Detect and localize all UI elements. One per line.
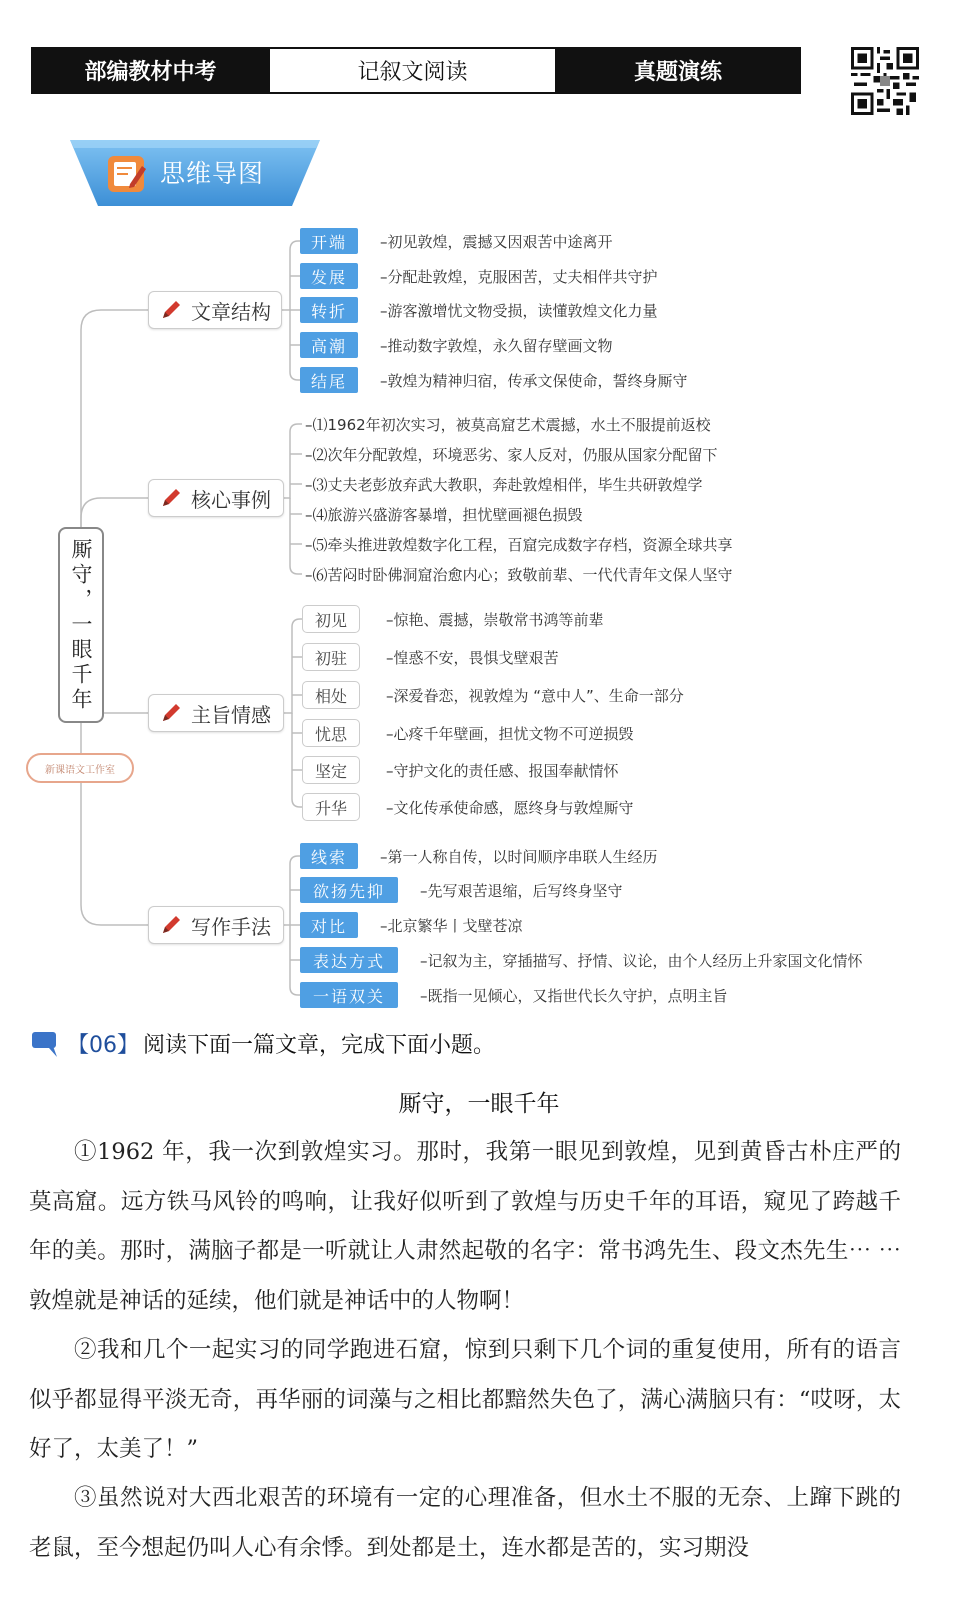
- structure-leaf: –敦煌为精神归宿，传承文保使命，誓终身厮守: [380, 372, 688, 390]
- branch-label: 文章结构: [191, 299, 271, 324]
- question-heading: [31, 1028, 495, 1059]
- article-paragraph: ②我和几个一起实习的同学跑进石窟，惊到只剩下几个词的重复使用，所有的语言似乎都显得平淡无奇，再华丽的词藻与之相比都黯然失色了，满心满脑只有：“哎呀，太好了，太美了！”: [29, 1337, 901, 1462]
- mindmap-root: 厮守，一眼千年: [58, 527, 104, 723]
- writing-leaf: –既指一见倾心，又指世代长久守护，点明主旨: [420, 987, 728, 1005]
- structure-leaf: –游客激增忧文物受损，读懂敦煌文化力量: [380, 302, 658, 320]
- tag-xiansuo: 线索: [300, 843, 358, 869]
- tag-chuzhu: 初驻: [302, 643, 360, 671]
- tag-yuyangxianyi: 欲扬先抑: [300, 877, 398, 903]
- pencil-icon: [159, 486, 183, 510]
- tag-fazhan: 发展: [300, 263, 358, 289]
- pencil-icon: [159, 701, 183, 725]
- pencil-icon: [159, 298, 183, 322]
- tag-yiyushuangguan: 一语双关: [300, 982, 398, 1008]
- branch-writing: [148, 906, 284, 944]
- event-leaf: –⑴1962年初次实习，被莫高窟艺术震撼，水土不服提前返校: [305, 416, 711, 434]
- branch-label: 核心事例: [191, 487, 271, 512]
- article-paragraph: ①1962 年，我一次到敦煌实习。那时，我第一眼见到敦煌，见到黄昏古朴庄严的莫高窟。远方铁马风铃的鸣响，让我好似听到了敦煌与历史千年的耳语，窥见了跨越千年的美。那时，满脑子都是一听就让人肃然起敬的名字：常书鸿先生、段文杰先生⋯ ⋯ 敦煌就是神话的延续，他们就是神话中的人物啊！: [29, 1139, 901, 1314]
- structure-leaf: –分配赴敦煌，克服困苦，丈夫相伴共守护: [380, 268, 658, 286]
- tag-gaochao: 高潮: [300, 332, 358, 358]
- pencil-icon: [159, 913, 183, 937]
- header-left: 部编教材中考: [33, 49, 268, 92]
- tag-biaodafangshi: 表达方式: [300, 947, 398, 973]
- event-leaf: –⑹苦闷时卧佛洞窟治愈内心；致敬前辈、一代代青年文保人坚守: [305, 566, 733, 584]
- event-leaf: –⑵次年分配敦煌，环境恶劣、家人反对，仍服从国家分配留下: [305, 446, 718, 464]
- tag-yousi: 忧思: [302, 719, 360, 747]
- mindmap-banner-title: 思维导图: [160, 159, 265, 188]
- branch-label: 主旨情感: [191, 702, 271, 727]
- theme-leaf: –惊艳、震撼，崇敬常书鸿等前辈: [386, 611, 604, 629]
- branch-label: 写作手法: [191, 914, 271, 939]
- branch-theme: [148, 694, 284, 732]
- writing-leaf: –记叙为主，穿插描写、抒情、议论，由个人经历上升家国文化情怀: [420, 952, 863, 970]
- branch-core-events: [148, 479, 284, 517]
- tag-zhuanzhe: 转折: [300, 297, 358, 323]
- question-number: 【06】: [67, 1033, 139, 1058]
- event-leaf: –⑸牵头推进敦煌数字化工程，百窟完成数字存档，资源全球共享: [305, 536, 733, 554]
- structure-leaf: –初见敦煌，震撼又因艰苦中途离开: [380, 233, 613, 251]
- header-right: 真题演练: [557, 49, 799, 92]
- theme-leaf: –心疼千年壁画，担忧文物不可逆损毁: [386, 725, 634, 743]
- writing-leaf: –第一人称自传，以时间顺序串联人生经历: [380, 848, 658, 866]
- writing-leaf: –北京繁华丨戈壁苍凉: [380, 917, 523, 935]
- tag-duibi: 对比: [300, 912, 358, 938]
- theme-leaf: –守护文化的责任感、报国奉献情怀: [386, 762, 619, 780]
- studio-label: 新课语文工作室: [26, 753, 134, 783]
- event-leaf: –⑶丈夫老彭放弃武大教职，奔赴敦煌相伴，毕生共研敦煌学: [305, 476, 703, 494]
- question-prompt: 阅读下面一篇文章，完成下面小题。: [143, 1033, 496, 1058]
- tag-xiangchu: 相处: [302, 681, 360, 709]
- writing-leaf: –先写艰苦退缩，后写终身坚守: [420, 882, 623, 900]
- tag-shenghua: 升华: [302, 793, 360, 821]
- article-title: 厮守，一眼千年: [398, 1091, 560, 1117]
- header-center: 记叙文阅读: [268, 49, 557, 92]
- theme-leaf: –深爱眷恋，视敦煌为 “意中人”、生命一部分: [386, 687, 684, 705]
- speech-bubble-icon: [31, 1030, 61, 1058]
- theme-leaf: –文化传承使命感，愿终身与敦煌厮守: [386, 799, 634, 817]
- tag-chujian: 初见: [302, 605, 360, 633]
- structure-leaf: –推动数字敦煌，永久留存壁画文物: [380, 337, 613, 355]
- tag-kaiduan: 开端: [300, 228, 358, 254]
- theme-leaf: –惶惑不安，畏惧戈壁艰苦: [386, 649, 559, 667]
- tag-jiewei: 结尾: [300, 367, 358, 393]
- article-paragraph: ③虽然说对大西北艰苦的环境有一定的心理准备，但水土不服的无奈、上蹿下跳的老鼠，至今想起仍叫人心有余悸。到处都是土，连水都是苦的，实习期没: [29, 1485, 901, 1561]
- event-leaf: –⑷旅游兴盛游客暴增，担忧壁画褪色损毁: [305, 506, 583, 524]
- tag-jianding: 坚定: [302, 756, 360, 784]
- branch-structure: [148, 291, 282, 329]
